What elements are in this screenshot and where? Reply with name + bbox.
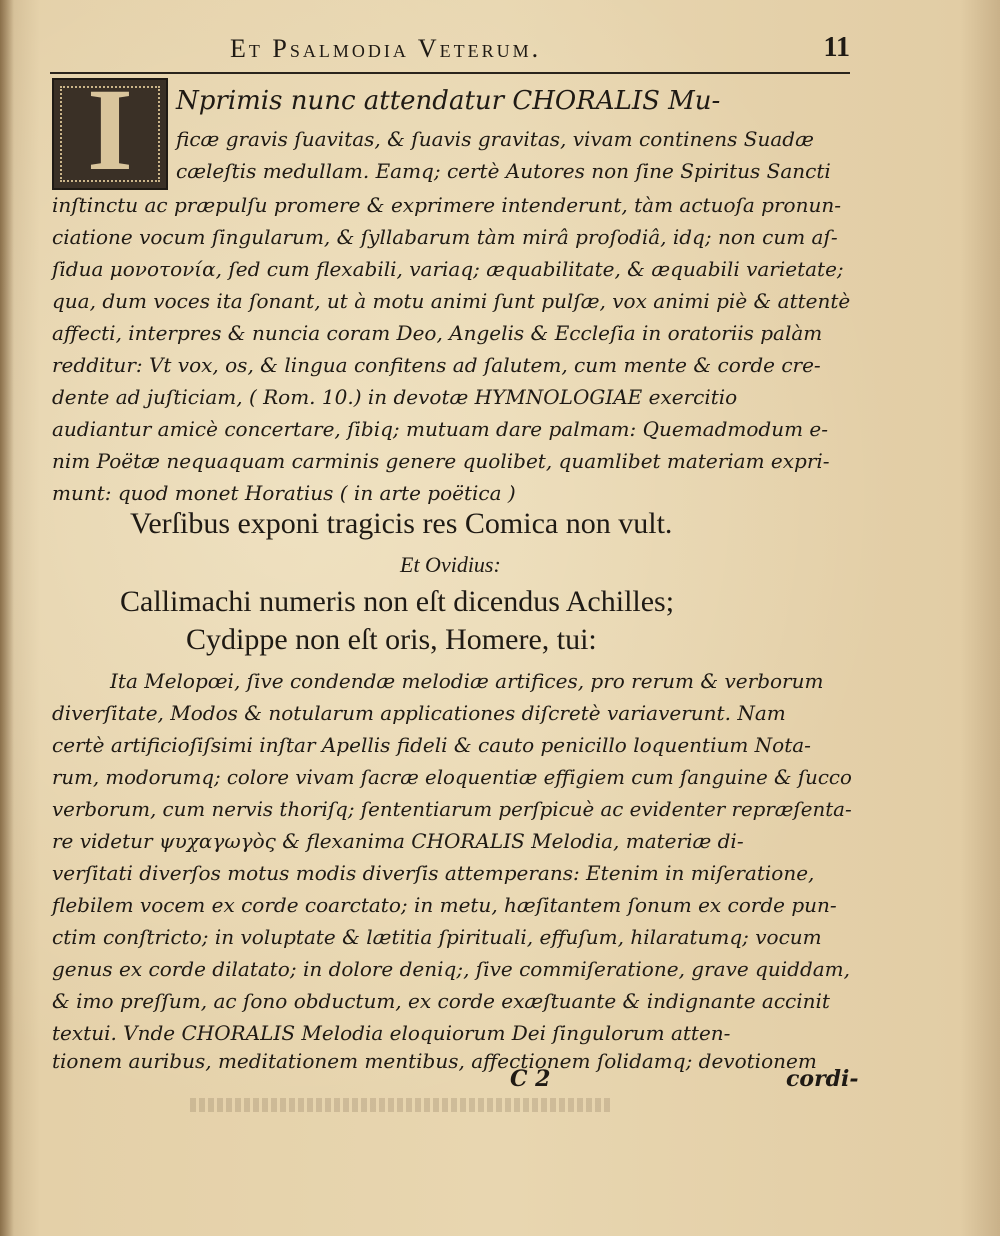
header-rule: [50, 72, 850, 74]
text-line: tionem auribus, meditationem mentibus, affectionem ſolidamq; devotionem: [52, 1049, 817, 1073]
text-line: ciatione vocum ſingularum, & ſyllabarum tàm mirâ proſodiâ, idq; non cum aſ-: [52, 225, 838, 249]
text-line: genus ex corde dilatato; in dolore deniq;, ſive commiſeratione, grave quiddam,: [52, 957, 850, 981]
text-line: & imo preſſum, ac ſono obductum, ex corde exæſtuante & indignante accinit: [52, 989, 830, 1013]
text-line: affecti, interpres & nuncia coram Deo, Angelis & Eccleſia in oratoriis palàm: [52, 321, 823, 345]
text-line: Ita Melopœi, ſive condendæ melodiæ artifices, pro rerum & verborum: [110, 669, 824, 693]
text-line: rum, modorumq; colore vivam ſacræ eloquentiæ effigiem cum ſanguine & ſucco: [52, 765, 852, 789]
verse-horace: Verſibus exponi tragicis res Comica non vult.: [130, 507, 673, 540]
initial-letter: I: [87, 64, 133, 195]
text-line: verſitati diverſos motus modis diverſis attemperans: Etenim in miſeratione,: [52, 861, 815, 885]
page-number: 11: [823, 32, 850, 63]
catchword: cordi-: [786, 1066, 859, 1092]
text-line: redditur: Vt vox, os, & lingua confitens ad ſalutem, cum mente & corde cre-: [52, 353, 821, 377]
text-line: ſidua μονοτονία, ſed cum flexabili, variaq; æquabilitate, & æquabili varietate;: [52, 257, 844, 281]
text-line: dente ad juſticiam, ( Rom. 10.) in devotæ HYMNOLOGIAE exercitio: [52, 385, 738, 409]
text-line: qua, dum voces ita ſonant, ut à motu animi ſunt pulſæ, vox animi piè & attentè: [52, 289, 851, 313]
text-line: textui. Vnde CHORALIS Melodia eloquiorum Dei ſingulorum atten-: [52, 1021, 731, 1045]
text-line: cæleſtis medullam. Eamq; certè Autores non ſine Spiritus Sancti: [176, 159, 831, 183]
signature-mark: C 2: [510, 1066, 551, 1092]
text-line: munt: quod monet Horatius ( in arte poëtica ): [52, 481, 516, 505]
page-header: [180, 30, 850, 70]
text-line: Nprimis nunc attendatur CHORALIS Mu-: [176, 86, 721, 116]
text-line: verborum, cum nervis thoriſq; ſententiarum perſpicuè ac evidenter repræſenta-: [52, 797, 852, 821]
verse-ovid-1: Callimachi numeris non eſt dicendus Achilles;: [120, 585, 675, 618]
bleed-through: [190, 1098, 610, 1112]
text-line: diverſitate, Modos & notularum applicationes diſcretè variaverunt. Nam: [52, 701, 786, 725]
text-line: inſtinctu ac præpulſu promere & exprimere intenderunt, tàm actuoſa pronun-: [52, 193, 841, 217]
binding-gutter: [0, 0, 14, 1236]
running-head: Et Psalmodia Veterum.: [230, 34, 542, 63]
text-line: audiantur amicè concertare, ſibiq; mutuam dare palmam: Quemadmodum e-: [52, 417, 828, 441]
text-line: ficæ gravis ſuavitas, & ſuavis gravitas, vivam continens Suadæ: [176, 127, 814, 151]
ovid-label: Et Ovidius:: [400, 552, 501, 577]
text-line: certè artificioſiſsimi inſtar Apellis fideli & cauto penicillo loquentium Nota-: [52, 733, 811, 757]
text-line: nim Poëtæ nequaquam carminis genere quolibet, quamlibet materiam expri-: [52, 449, 830, 473]
text-line: flebilem vocem ex corde coarctato; in metu, hæſitantem ſonum ex corde pun-: [52, 893, 837, 917]
verse-ovid-2: Cydippe non eſt oris, Homere, tui:: [186, 623, 597, 656]
text-line: ctim conſtricto; in voluptate & lætitia ſpirituali, effuſum, hilaratumq; vocum: [52, 925, 822, 949]
text-line: re videtur ψυχαγωγὸς & flexanima CHORALIS Melodia, materiæ di-: [52, 829, 744, 853]
decorated-initial: [52, 64, 168, 195]
